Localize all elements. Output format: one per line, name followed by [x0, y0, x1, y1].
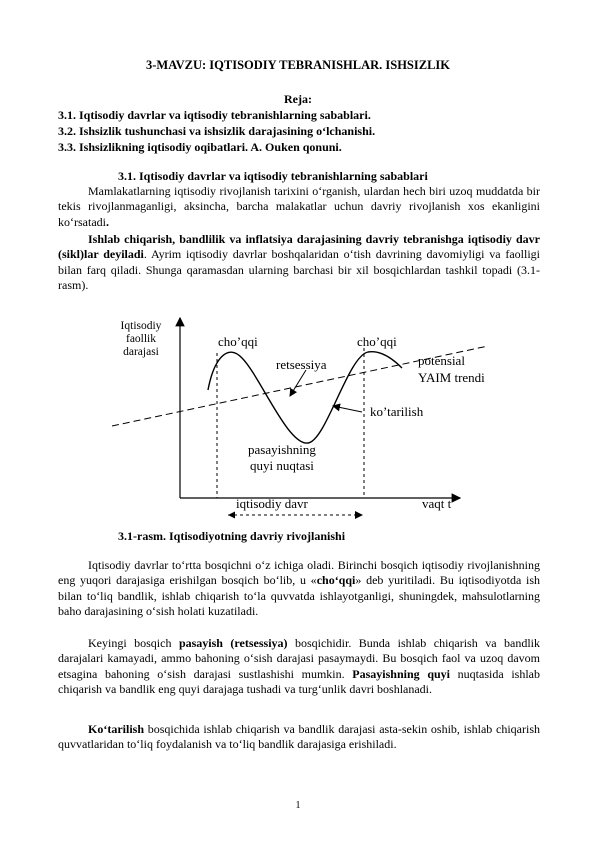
y-axis-label: faollik — [125, 333, 157, 345]
business-cycle-diagram — [100, 308, 500, 526]
page-number: 1 — [295, 800, 301, 811]
paragraph-text: . Ayrim iqtisodiy davrlar boshqalaridan o‘tish davrining davomiyligi va faolligi bilan farq qiladi. Shunga qaramasdan ularning barchasi bir xil bosqichlardan tashkil topadi (3.1-rasm). — [58, 247, 541, 293]
trough-label: pasayishning — [248, 442, 316, 457]
cycle-label: iqtisodiy davr — [236, 496, 308, 511]
trough-label: quyi nuqtasi — [250, 458, 314, 473]
trend-label: potensial — [418, 353, 465, 368]
paragraph-text: bosqichida ishlab chiqarish va bandlik darajasi asta-sekin oshib, ishlab chiqarish quvvatlaridan to‘liq foydalanish va to‘liq bandlik darajasiga erishiladi. — [58, 722, 540, 752]
paragraph-text: Mamlakatlarning iqtisodiy rivojlanish tarixini o‘rganish, ulardan hech biri uzoq muddatda bir tekis rivojlanmaganligi, aksincha, barcha malakatlar uchun davriy rivojlanish xos ekanligini ko‘rsatadi — [58, 184, 540, 229]
paragraph-text: . — [105, 214, 109, 229]
page-title: 3-MAVZU: IQTISODIY TEBRANISHLAR. ISHSIZLIK — [145, 58, 451, 72]
paragraph-text: nuqtasida ishlab chiqarish va bandlik eng quyi darajaga tushadi va turg‘unlik davri boshlanadi. — [58, 666, 540, 697]
recovery-label: ko’tarilish — [370, 404, 424, 419]
recovery-pointer — [333, 406, 362, 412]
peak-label: cho’qqi — [357, 334, 397, 349]
plan-item: 3.1. Iqtisodiy davrlar va iqtisodiy tebranishlarning sabablari. — [58, 108, 371, 122]
plan-list — [58, 107, 375, 155]
y-axis-label: darajasi — [123, 346, 159, 358]
paragraph-4 — [58, 636, 540, 698]
x-axis-label: vaqt t — [422, 496, 452, 511]
recession-pointer — [290, 370, 306, 396]
recession-label: retsessiya — [276, 357, 327, 372]
paragraph-3 — [58, 558, 540, 620]
paragraph-5 — [58, 722, 540, 753]
peak-label: cho’qqi — [218, 334, 258, 349]
paragraph-text: » deb yuritiladi. Bu iqtisodiyotda ish bilan to‘liq bandlik, ishlab chiqarish to‘la quvvatda ishlayotganligi, shuningdek, mahsulotlarning baho darajasining o‘sish holati kuzatiladi. — [58, 573, 540, 619]
plan-label: Reja: — [284, 92, 312, 106]
term-text: Pasayishning quyi — [352, 666, 451, 681]
paragraph-1 — [58, 184, 540, 230]
paragraph-2 — [58, 232, 540, 294]
term-text: Ko‘tarilish — [88, 722, 144, 736]
plan-item: 3.3. Ishsizlikning iqtisodiy oqibatlari. A. Ouken qonuni. — [58, 140, 342, 154]
section-heading: 3.1. Iqtisodiy davrlar va iqtisodiy tebranishlarning sabablari — [118, 169, 428, 183]
plan-item: 3.2. Ishsizlik tushunchasi va ishsizlik darajasining o‘lchanishi. — [58, 124, 376, 138]
paragraph-text: bosqichidir. Bunda ishlab chiqarish va bandlik darajalari kamayadi, ammo bahoning o‘sish darajasi pasaymaydi. Bu bosqich faol va uzoq davom etsagina bahoning o‘sish darajasi sustlashishi mumkin. — [58, 636, 540, 681]
figure-caption: 3.1-rasm. Iqtisodiyotning davriy rivojlanishi — [118, 529, 346, 543]
term-text: pasayish (retsessiya) — [178, 636, 288, 650]
paragraph-text: Keyingi bosqich — [88, 636, 179, 650]
trend-label: YAIM trendi — [418, 370, 485, 385]
y-axis-label: Iqtisodiy — [120, 320, 162, 332]
definition-text: Ishlab chiqarish, bandlilik va inflatsiya darajasining davriy tebranishga iqtisodiy davr (sikl)lar deyiladi — [58, 232, 540, 262]
paragraph-text: Iqtisodiy davrlar to‘rtta bosqichni o‘z ichiga oladi. Birinchi bosqich iqtisodiy rivojlanishning eng yuqori darajasiga erishilgan bosqich bo‘lib, u « — [58, 558, 540, 588]
term-text: cho‘qqi — [316, 573, 356, 588]
